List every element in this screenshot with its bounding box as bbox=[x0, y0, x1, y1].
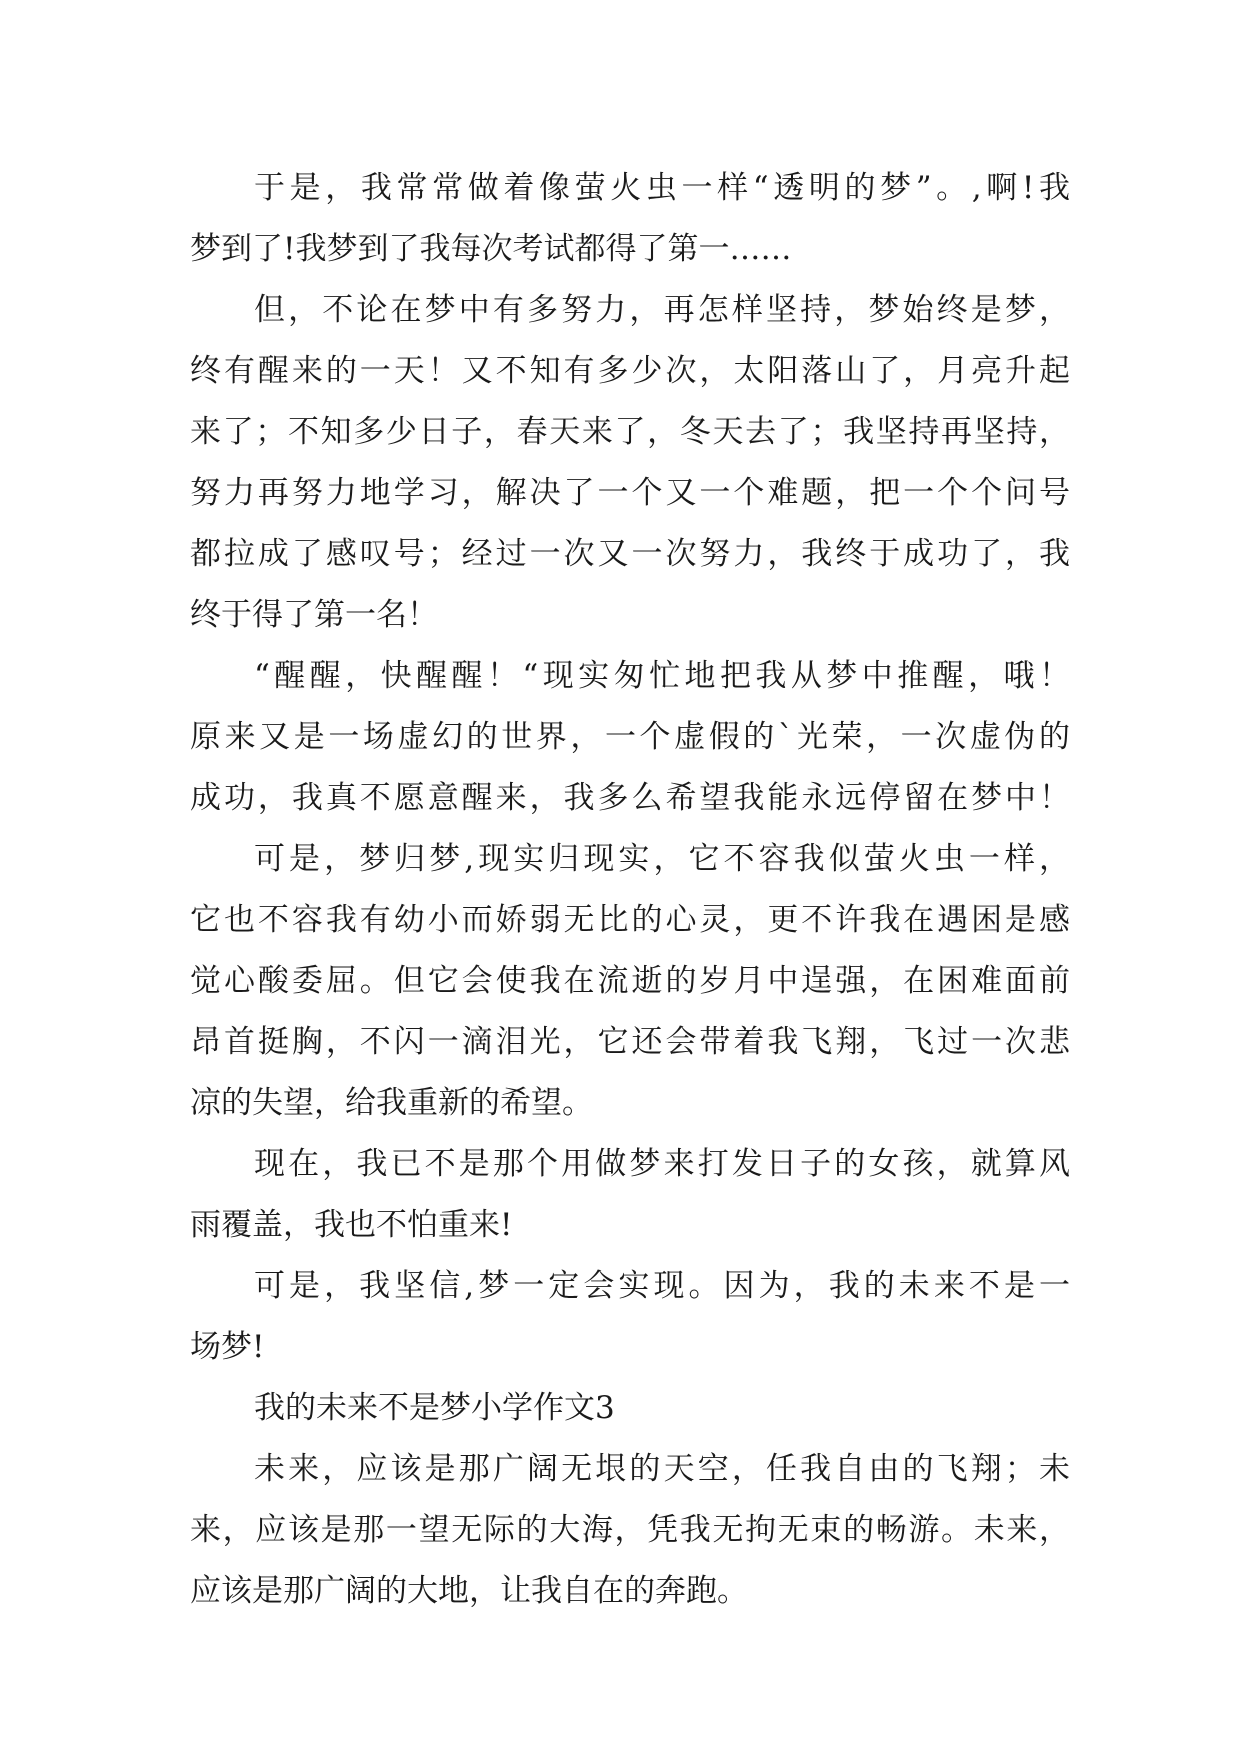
text-line: 努力再努力地学习，解决了一个又一个难题，把一个个问号 bbox=[190, 475, 1070, 511]
text-line: 可是，梦归梦,现实归现实，它不容我似萤火虫一样， bbox=[254, 841, 1070, 877]
text-line: “醒醒，快醒醒！“现实匆忙地把我从梦中推醒，哦！ bbox=[254, 658, 1070, 694]
text-line: 觉心酸委屈。但它会使我在流逝的岁月中逞强，在困难面前 bbox=[190, 963, 1070, 999]
text-line: 场梦! bbox=[190, 1329, 265, 1365]
section-heading: 我的未来不是梦小学作文3 bbox=[254, 1390, 615, 1426]
text-line: 雨覆盖，我也不怕重来! bbox=[190, 1207, 513, 1243]
text-line: 都拉成了感叹号；经过一次又一次努力，我终于成功了，我 bbox=[190, 536, 1070, 572]
text-line: 现在，我已不是那个用做梦来打发日子的女孩，就算风 bbox=[254, 1146, 1070, 1182]
text-line: 于是，我常常做着像萤火虫一样“透明的梦”。,啊!我 bbox=[254, 170, 1070, 206]
text-line: 梦到了!我梦到了我每次考试都得了第一…… bbox=[190, 231, 792, 267]
essay-body bbox=[190, 158, 1070, 1622]
text-line: 它也不容我有幼小而娇弱无比的心灵，更不许我在遇困是感 bbox=[190, 902, 1070, 938]
text-line: 终有醒来的一天！又不知有多少次，太阳落山了，月亮升起 bbox=[190, 353, 1070, 389]
text-line: 终于得了第一名！ bbox=[190, 597, 438, 633]
text-line: 应该是那广阔的大地，让我自在的奔跑。 bbox=[190, 1573, 748, 1609]
text-line: 凉的失望，给我重新的希望。 bbox=[190, 1085, 593, 1121]
text-line: 成功，我真不愿意醒来，我多么希望我能永远停留在梦中！ bbox=[190, 780, 1070, 816]
text-line: 来了；不知多少日子，春天来了，冬天去了；我坚持再坚持， bbox=[190, 414, 1070, 450]
text-line: 来，应该是那一望无际的大海，凭我无拘无束的畅游。未来， bbox=[190, 1512, 1070, 1548]
text-line: 昂首挺胸，不闪一滴泪光，它还会带着我飞翔，飞过一次悲 bbox=[190, 1024, 1070, 1060]
text-line: 原来又是一场虚幻的世界，一个虚假的`光荣，一次虚伪的 bbox=[190, 719, 1070, 755]
text-line: 但，不论在梦中有多努力，再怎样坚持，梦始终是梦， bbox=[254, 292, 1070, 328]
text-line: 未来，应该是那广阔无垠的天空，任我自由的飞翔；未 bbox=[254, 1451, 1070, 1487]
text-line: 可是，我坚信,梦一定会实现。因为，我的未来不是一 bbox=[254, 1268, 1070, 1304]
